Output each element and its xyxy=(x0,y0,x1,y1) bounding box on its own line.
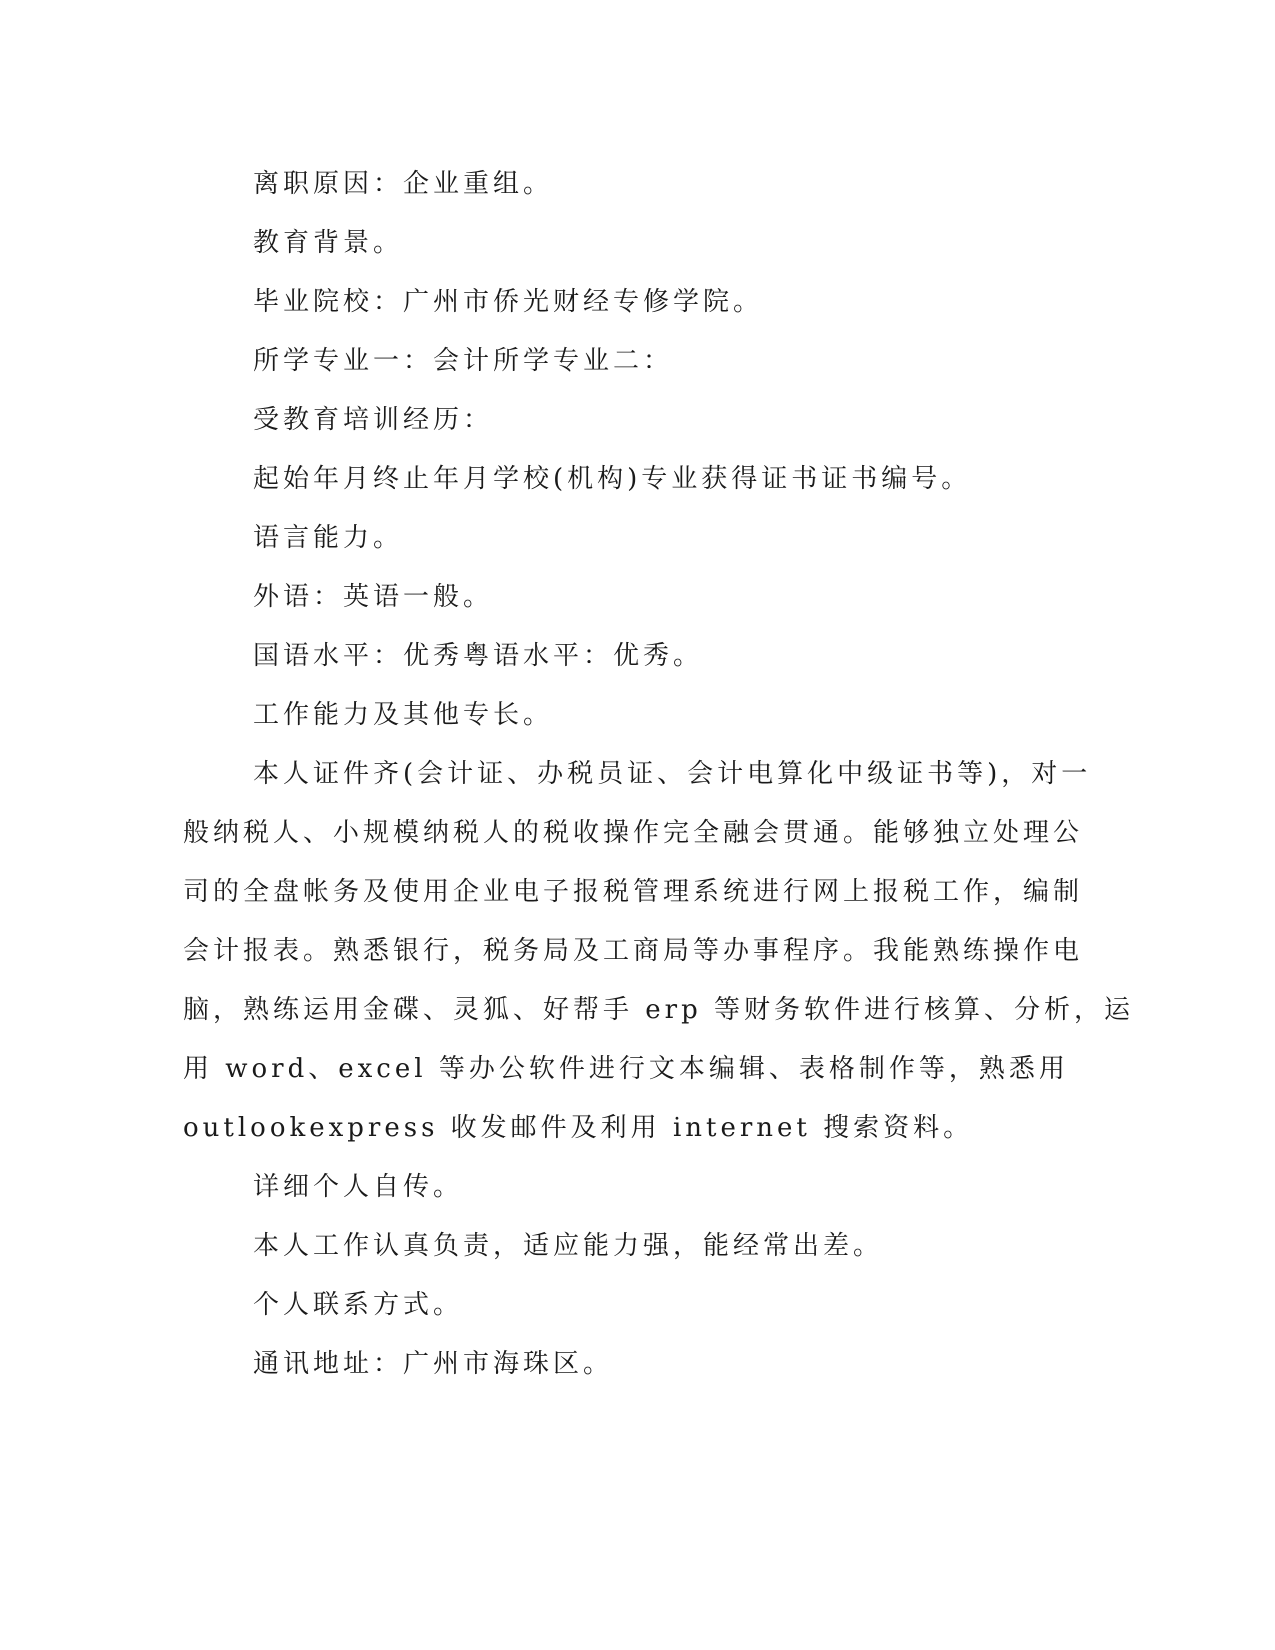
text-line-leave-reason: 离职原因：企业重组。 xyxy=(253,169,554,199)
section-heading-autobiography: 详细个人自传。 xyxy=(253,1172,464,1202)
paragraph-line: 脑，熟练运用金碟、灵狐、好帮手 erp 等财务软件进行核算、分析，运 xyxy=(183,995,1134,1025)
paragraph-line: outlookexpress 收发邮件及利用 internet 搜索资料。 xyxy=(183,1113,974,1143)
text-line-self-assessment: 本人工作认真负责，适应能力强，能经常出差。 xyxy=(253,1231,884,1261)
text-line-training-columns: 起始年月终止年月学校(机构)专业获得证书证书编号。 xyxy=(253,464,972,494)
section-heading-language: 语言能力。 xyxy=(253,523,404,553)
section-heading-contact: 个人联系方式。 xyxy=(253,1290,464,1320)
paragraph-line: 会计报表。熟悉银行，税务局及工商局等办事程序。我能熟练操作电 xyxy=(183,936,1084,966)
section-heading-skills: 工作能力及其他专长。 xyxy=(253,700,554,730)
text-line-school: 毕业院校：广州市侨光财经专修学院。 xyxy=(253,287,764,317)
text-line-foreign-language: 外语：英语一般。 xyxy=(253,582,494,612)
document-body xyxy=(183,155,1134,1394)
paragraph-line: 本人证件齐(会计证、办税员证、会计电算化中级证书等)，对一 xyxy=(253,759,1092,789)
skills-paragraph xyxy=(183,745,1134,1158)
text-line-training: 受教育培训经历： xyxy=(253,405,494,435)
paragraph-line: 司的全盘帐务及使用企业电子报税管理系统进行网上报税工作，编制 xyxy=(183,877,1084,907)
text-line-major: 所学专业一：会计所学专业二： xyxy=(253,346,674,376)
paragraph-line: 般纳税人、小规模纳税人的税收操作完全融会贯通。能够独立处理公 xyxy=(183,818,1084,848)
paragraph-line: 用 word、excel 等办公软件进行文本编辑、表格制作等，熟悉用 xyxy=(183,1054,1069,1084)
text-line-mandarin-cantonese: 国语水平：优秀粤语水平：优秀。 xyxy=(253,641,704,671)
text-line-address: 通讯地址：广州市海珠区。 xyxy=(253,1349,614,1379)
section-heading-education: 教育背景。 xyxy=(253,228,404,258)
